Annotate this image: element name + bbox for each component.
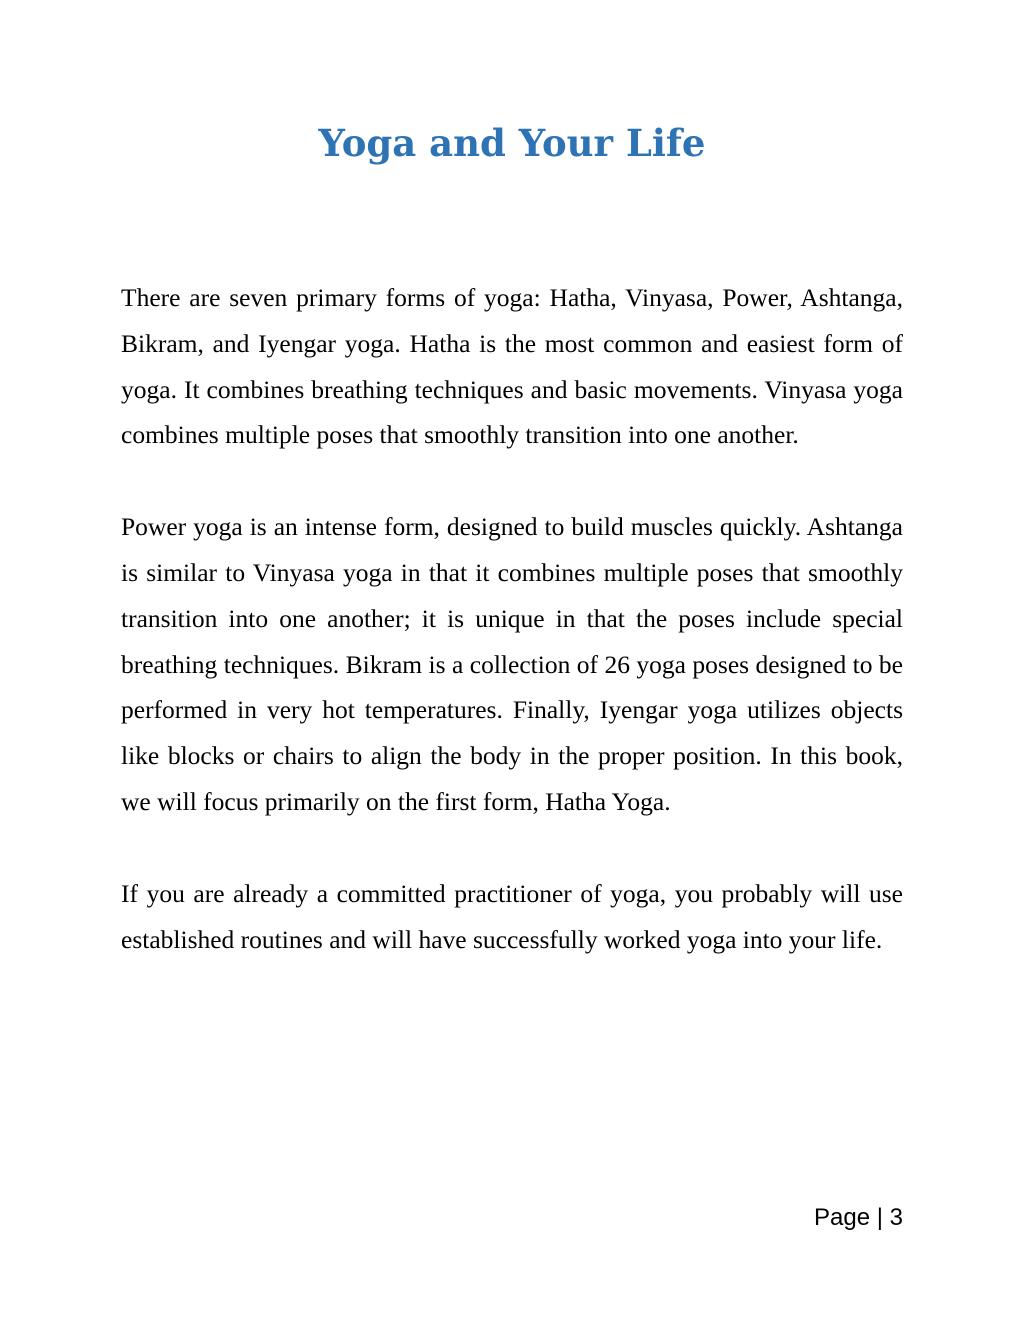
paragraph-1: There are seven primary forms of yoga: Hatha, Vinyasa, Power, Ashtanga, Bikram, and Iyengar yoga. Hatha is the most common and easiest form of yoga. It combines breathing techniques and basic movements. Vinyasa yoga combines multiple poses that smoothly transition into one another. bbox=[121, 283, 903, 450]
body-text bbox=[121, 275, 903, 1008]
paragraph-3: If you are already a committed practitioner of yoga, you probably will use established routines and will have successfully worked yoga into your life. bbox=[121, 878, 903, 954]
page-title: Yoga and Your Life bbox=[318, 121, 706, 165]
page-number-footer: Page | 3 bbox=[814, 1204, 903, 1231]
paragraph-2: Power yoga is an intense form, designed to build muscles quickly. Ashtanga is similar to Vinyasa yoga in that it combines multiple poses that smoothly transition into one another; it is unique in that the poses include special breathing techniques. Bikram is a collection of 26 yoga poses designed to be performed in very hot temperatures. Finally, Iyengar yoga utilizes objects like blocks or chairs to align the body in the proper position. In this book, we will focus primarily on the first form, Hatha Yoga. bbox=[121, 512, 903, 816]
